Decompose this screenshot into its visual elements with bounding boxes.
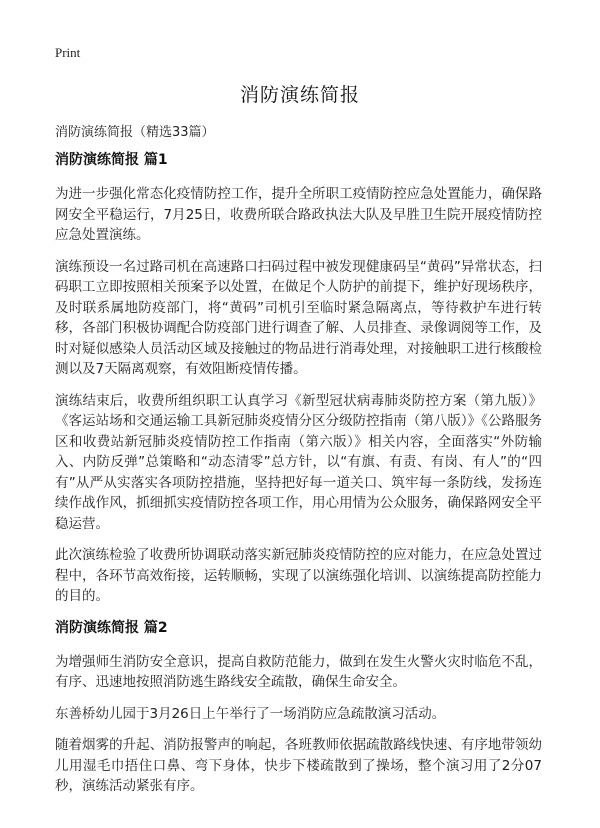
paragraph: 为进一步强化常态化疫情防控工作，提升全所职工疫情防控应急处置能力，确保路网安全平稳运行，7月25日，收费所联合路政执法大队及早胜卫生院开展疫情防控应急处置演练。 bbox=[55, 186, 542, 243]
paragraph: 东善桥幼儿园于3月26日上午举行了一场消防应急疏散演习活动。 bbox=[55, 705, 446, 722]
document-body bbox=[55, 150, 542, 808]
paragraph: 演练结束后，收费所组织职工认真学习《新型冠状病毒肺炎防控方案（第九版）》《客运站场和交通运输工具新冠肺炎疫情分区分级防控指南（第八版）》《公路服务区和收费站新冠肺炎疫情防控工作指南（第六版）》相关内容，全面落实“外防输入、内防反弹”总策略和“动态清零”总方针，以“有旗、有责、有岗、有人”的“四有”从严从实落实各项防控措施，坚持把好每一道关口、筑牢每一条防线，发扬连续作战作风，抓细抓实疫情防控各项工作，用心用情为公众服务，确保路网安全平稳运营。 bbox=[55, 392, 542, 532]
section-2 bbox=[55, 618, 542, 797]
document-subtitle: 消防演练简报（精选33篇） bbox=[55, 125, 215, 140]
paragraph: 演练预设一名过路司机在高速路口扫码过程中被发现健康码呈“黄码”异常状态，扫码职工立即按照相关预案予以处置，在做足个人防护的前提下，维护好现场秩序，及时联系属地防疫部门，将“黄码”司机引至临时紧急隔离点，等待救护车进行转移，各部门积极协调配合防疫部门进行调查了解、人员排查、录像调阅等工作，及时对疑似感染人员活动区域及接触过的物品进行消毒处理，对接触职工进行核酸检测以及7天隔离观察，有效阻断疫情传播。 bbox=[55, 258, 542, 377]
print-link[interactable]: Print bbox=[55, 45, 81, 60]
paragraph: 此次演练检验了收费所协调联动落实新冠肺炎疫情防控的应对能力，在应急处置过程中，各环节高效衔接，运转顺畅，实现了以演练强化培训、以演练提高防控能力的目的。 bbox=[55, 547, 542, 604]
page-title: 消防演练简报 bbox=[239, 84, 360, 106]
section-heading: 消防演练简报 篇2 bbox=[55, 619, 168, 636]
paragraph: 随着烟雾的升起、消防报警声的响起，各班教师依据疏散路线快速、有序地带领幼儿用湿毛巾捂住口鼻、弯下身体，快步下楼疏散到了操场，整个演习用了2分07秒，演练活动紧张有序。 bbox=[55, 737, 542, 794]
paragraph: 为增强师生消防安全意识，提高自救防范能力，做到在发生火警火灾时临危不乱，有序、迅速地按照消防逃生路线安全疏散，确保生命安全。 bbox=[55, 653, 542, 690]
section-heading: 消防演练简报 篇1 bbox=[55, 152, 168, 168]
section-1 bbox=[55, 150, 542, 607]
